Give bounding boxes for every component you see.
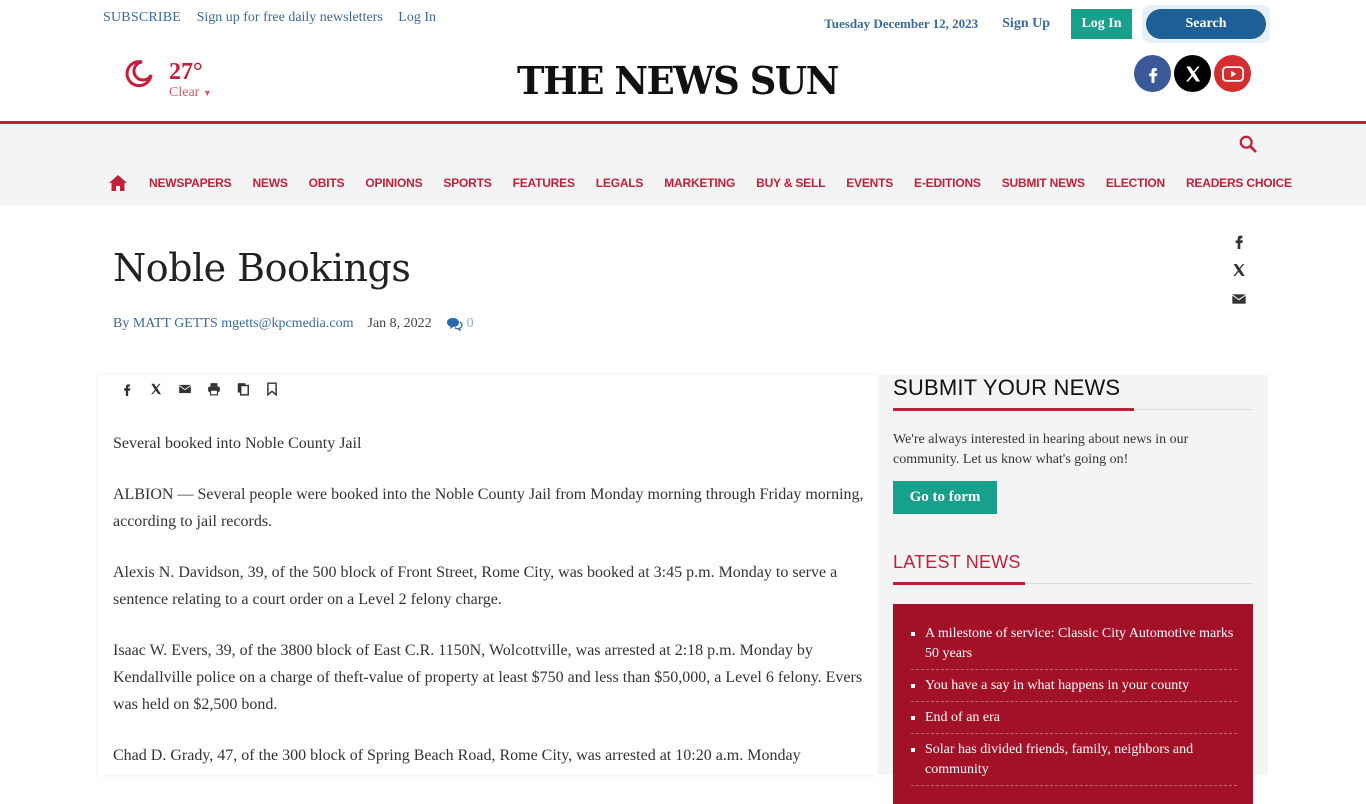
submit-news-title: SUBMIT YOUR NEWS <box>893 375 1121 400</box>
copy-icon[interactable] <box>236 381 250 395</box>
top-links <box>103 10 448 26</box>
condition-label: Clear <box>169 85 200 100</box>
nav-items <box>108 174 1313 192</box>
nav-item-events[interactable]: EVENTS <box>846 176 894 190</box>
weather-widget[interactable] <box>123 58 212 100</box>
nav-item-sports[interactable]: SPORTS <box>443 176 492 190</box>
facebook-icon[interactable] <box>1134 55 1171 92</box>
article-tools <box>120 381 294 395</box>
nav-item-marketing[interactable]: MARKETING <box>664 176 736 190</box>
article-text <box>113 430 865 793</box>
temperature: 27° <box>169 59 203 85</box>
latest-news-item[interactable]: Solar has divided friends, family, neighbors and community <box>911 740 1237 786</box>
article-paragraph: Isaac W. Evers, 39, of the 3800 block of East C.R. 1150N, Wolcottville, was arrested at 2:18 p.m. Monday by Kendallville police on a charge of theft-value of property at least $750 and less than $50,000, a Level 6 felony. Evers was held on $2,500 bond. <box>113 642 863 713</box>
comments-link[interactable] <box>446 316 474 332</box>
site-logo[interactable]: THE NEWS SUN <box>517 58 838 103</box>
submit-news-description: We're always interested in hearing about news in our community. Let us know what's going on! <box>893 432 1189 467</box>
search-icon[interactable] <box>1239 135 1257 153</box>
x-twitter-icon[interactable] <box>1174 55 1211 92</box>
article-paragraph: Several booked into Noble County Jail <box>113 435 362 452</box>
sidebar <box>878 375 1268 775</box>
comment-count: 0 <box>466 316 474 331</box>
moon-icon <box>123 58 153 88</box>
latest-news-rule <box>893 583 1253 584</box>
latest-news-item[interactable]: You have a say in what happens in your county <box>911 676 1237 702</box>
search-button[interactable]: Search <box>1146 9 1266 39</box>
print-icon[interactable] <box>207 381 221 395</box>
latest-news-list <box>893 604 1253 804</box>
top-right-actions <box>824 5 1270 43</box>
main-nav <box>0 121 1366 205</box>
article-paragraph: Chad D. Grady, 47, of the 300 block of Spring Beach Road, Rome City, was arrested at 10:20 a.m. Monday <box>113 747 801 764</box>
weather-condition[interactable] <box>169 86 212 100</box>
article-body <box>98 375 878 775</box>
newsletters-link[interactable]: Sign up for free daily newsletters <box>196 10 383 25</box>
email-share-icon[interactable] <box>1231 291 1247 307</box>
login-link[interactable]: Log In <box>398 10 437 25</box>
author-link[interactable]: By MATT GETTS mgetts@kpcmedia.com <box>113 316 354 331</box>
article-date: Jan 8, 2022 <box>367 316 432 331</box>
nav-item-e-editions[interactable]: E-EDITIONS <box>914 176 981 190</box>
nav-item-election[interactable]: ELECTION <box>1105 176 1165 190</box>
latest-news-item[interactable]: End of an era <box>911 708 1237 734</box>
x-icon[interactable] <box>149 381 163 395</box>
comments-icon <box>446 317 463 331</box>
youtube-icon[interactable] <box>1214 55 1251 92</box>
x-share-icon[interactable] <box>1231 262 1247 278</box>
search-button-wrap <box>1142 5 1270 43</box>
article-paragraph: Alexis N. Davidson, 39, of the 500 block of Front Street, Rome City, was booked at 3:45 p.m. Monday to serve a sentence relating to a court order on a Level 2 felony charge. <box>113 564 838 608</box>
nav-item-legals[interactable]: LEGALS <box>595 176 644 190</box>
nav-item-submit-news[interactable]: SUBMIT NEWS <box>1001 176 1085 190</box>
nav-item-news[interactable]: NEWS <box>252 176 288 190</box>
social-links <box>1134 55 1254 92</box>
home-icon[interactable] <box>108 174 128 192</box>
top-utility-bar <box>0 0 1366 40</box>
submit-news-rule <box>893 409 1253 410</box>
latest-news-title: LATEST NEWS <box>893 552 1021 572</box>
subscribe-link[interactable]: SUBSCRIBE <box>103 10 182 25</box>
chevron-down-icon: ▼ <box>202 88 212 98</box>
go-to-form-button[interactable]: Go to form <box>893 481 997 514</box>
nav-item-obits[interactable]: OBITS <box>308 176 345 190</box>
signup-link[interactable]: Sign Up <box>1002 16 1050 31</box>
article-paragraph: ALBION — Several people were booked into the Noble County Jail from Monday morning through Friday morning, according to jail records. <box>113 486 864 530</box>
weather-text <box>169 58 212 100</box>
byline <box>113 316 474 332</box>
nav-item-buy-sell[interactable]: BUY & SELL <box>756 176 826 190</box>
current-date: Tuesday December 12, 2023 <box>824 16 979 31</box>
latest-news-item[interactable]: A milestone of service: Classic City Automotive marks 50 years <box>911 624 1237 670</box>
email-icon[interactable] <box>178 381 192 395</box>
facebook-icon[interactable] <box>120 381 134 395</box>
facebook-share-icon[interactable] <box>1231 233 1247 249</box>
article-title: Noble Bookings <box>113 246 411 290</box>
nav-item-newspapers[interactable]: NEWSPAPERS <box>149 176 232 190</box>
bookmark-icon[interactable] <box>265 381 279 395</box>
nav-item-readers-choice[interactable]: READERS CHOICE <box>1185 176 1292 190</box>
nav-item-opinions[interactable]: OPINIONS <box>365 176 423 190</box>
login-button[interactable]: Log In <box>1071 9 1132 39</box>
side-share-bar <box>1231 233 1247 320</box>
nav-item-features[interactable]: FEATURES <box>512 176 575 190</box>
